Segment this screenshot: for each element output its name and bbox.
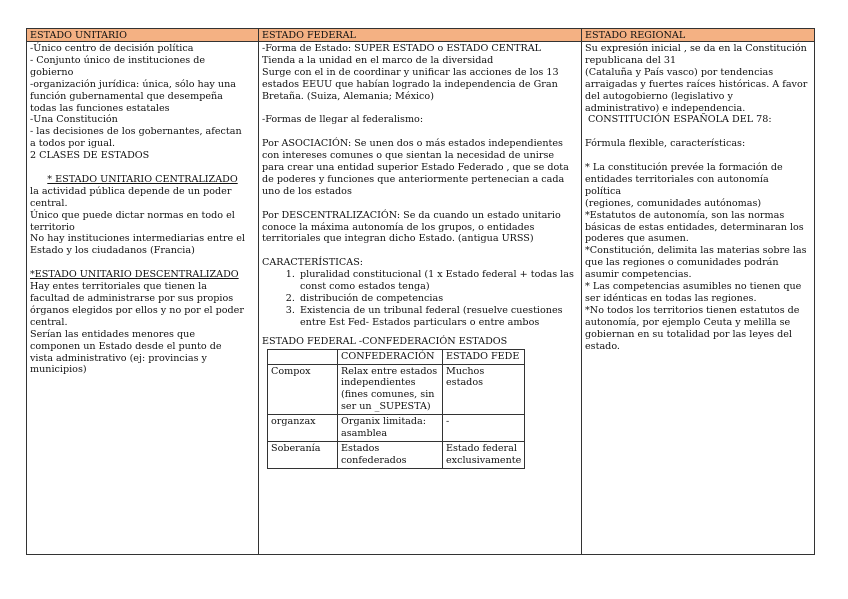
text-line: -Único centro de decisión política [30, 43, 194, 54]
list-item: 3. Existencia de un tribunal federal (resuelve cuestiones entre Est Fed- Estados particulars o entre ambos [298, 305, 578, 329]
table-cell: Estados confederados [338, 441, 443, 468]
text-line: del autogobierno (legislativo y [585, 90, 733, 102]
text-line: de poderes y funciones que anteriormente pertenecian a cada [262, 173, 565, 185]
text-line: gobierno [30, 66, 74, 78]
text-line: Único que puede dictar normas en todo el [30, 209, 235, 221]
content-row [27, 42, 815, 555]
text-line: republicana del 31 [585, 54, 677, 66]
centralizado-title: * ESTADO UNITARIO CENTRALIZADO [47, 173, 238, 185]
text-line: Por DESCENTRALIZACIÓN: Se da cuando un estado unitario [262, 209, 561, 221]
text-line: política [585, 185, 622, 197]
regional-cell [582, 42, 815, 555]
caracteristicas-list [262, 269, 578, 329]
text-line: -Una Constitución [30, 114, 118, 126]
header-regional: ESTADO REGIONAL [582, 29, 815, 42]
text-line: -organización jurídica: única, sólo hay una [30, 78, 236, 90]
table-row [268, 364, 525, 415]
text-line: - las decisiones de los gobernantes, afectan [30, 126, 242, 138]
unitario-cell [27, 42, 259, 555]
table-cell: Muchos estados [443, 364, 525, 415]
text-line: Surge con el in de coordinar y unificar las acciones de los 13 [262, 66, 559, 78]
table-cell: Organix limitada: asamblea [338, 415, 443, 442]
text-line: *No todos los territorios tienen estatutos de [585, 304, 800, 316]
table-cell: Compox [268, 364, 338, 415]
text-line: Serían las entidades menores que [30, 328, 196, 340]
text-line: entidades territoriales con autonomía [585, 173, 769, 185]
text-line: Hay entes territoriales que tienen la [30, 281, 207, 293]
text-line: a todos por igual. [30, 138, 116, 150]
text-line: facultad de administrarse por sus propios [30, 293, 234, 304]
text-line: - Conjunto único de instituciones de [30, 54, 206, 66]
text-line: central. [30, 197, 68, 209]
text-line: Su expresión inicial , se da en la Constitución [585, 43, 807, 54]
header-row [27, 29, 815, 42]
text-line: básicas de estas entidades, determinaran los [585, 221, 804, 233]
text-line: *Constitución, delimita las materias sobre las [585, 245, 807, 257]
comparison-table [26, 28, 815, 555]
text-line: estados EEUU que habían logrado la independencia de Gran [262, 78, 558, 90]
text-line: CONSTITUCIÓN ESPAÑOLA DEL 78: [585, 114, 772, 126]
formas-llegar-heading: -Formas de llegar al federalismo: [262, 114, 424, 126]
text-line: territorio [30, 221, 75, 233]
text-line: la actividad pública depende de un poder [30, 185, 232, 197]
table-row [268, 415, 525, 442]
table-cell: Relax entre estados independientes (fines comunes, sin ser un _SUPESTA) [338, 364, 443, 415]
text-line: órganos elegidos por ellos y no por el poder [30, 304, 244, 316]
text-line: conoce la máxima autonomía de los grupos, o entidades [262, 221, 535, 233]
table-cell: Estado federal exclusivamente [443, 441, 525, 468]
text-line: que las regiones o comunidades podrán [585, 257, 779, 269]
text-line: todas las funciones estatales [30, 102, 170, 114]
text-line: administrativo) e independencia. [585, 102, 746, 114]
text-line: -Forma de Estado: SUPER ESTADO o ESTADO CENTRAL [262, 43, 542, 54]
table-cell: Soberanía [268, 441, 338, 468]
text-line: con intereses comunes o que sientan la necesidad de unirse [262, 150, 555, 162]
text-line: * Las competencias asumibles no tienen que [585, 281, 802, 293]
text-line: estado. [585, 340, 620, 352]
descentralizado-title: *ESTADO UNITARIO DESCENTRALIZADO [30, 269, 239, 281]
text-line: asumir competencias. [585, 269, 692, 281]
text-line: función gubernamental que desempeña [30, 90, 223, 102]
text-line: uno de los estados [262, 185, 352, 197]
confederacion-table [267, 349, 525, 469]
text-line: (regiones, comunidades autónomas) [585, 197, 762, 209]
text-line: municipios) [30, 364, 87, 376]
text-line: territoriales que integran dicho Estado. (antigua URSS) [262, 233, 534, 245]
text-line: vista administrativo (ej: provincias y [30, 352, 207, 364]
table-cell [268, 349, 338, 364]
header-unitario: ESTADO UNITARIO [27, 29, 259, 42]
text-line: 2 CLASES DE ESTADOS [30, 150, 150, 162]
list-item: 2. distribución de competencias [298, 293, 578, 305]
list-item: 1. pluralidad constitucional (1 x Estado federal + todas las const como estados tenga) [298, 269, 578, 293]
text-line: * La constitución prevée la formación de [585, 162, 783, 174]
table-cell: - [443, 415, 525, 442]
text-line: poderes que asumen. [585, 233, 689, 245]
text-line: (Cataluña y País vasco) por tendencias [585, 66, 774, 78]
federal-cell [259, 42, 582, 555]
text-line: autonomía, por ejemplo Ceuta y melilla se [585, 316, 791, 328]
text-line: Bretaña. (Suiza, Alemania; México) [262, 90, 434, 102]
text-line: arraigadas y fuertes raíces históricas. A favor [585, 78, 808, 90]
text-line: central. [30, 316, 68, 328]
comparison-title: ESTADO FEDERAL -CONFEDERACIÓN ESTADOS [262, 335, 508, 347]
header-federal: ESTADO FEDERAL [259, 29, 582, 42]
text-line: *Estatutos de autonomía, son las normas [585, 209, 785, 221]
text-line: Tienda a la unidad en el marco de la diversidad [262, 54, 494, 66]
table-cell: CONFEDERACIÓN [338, 349, 443, 364]
text-line: Estado y los ciudadanos (Francia) [30, 245, 195, 257]
text-line: Por ASOCIACIÓN: Se unen dos o más estados independientes [262, 138, 563, 150]
caracteristicas-heading: CARACTERÍSTICAS: [262, 257, 364, 269]
text-line: gobiernan en su totalidad por las leyes del [585, 328, 792, 340]
text-line: para crear una entidad superior Estado Federado , que se dota [262, 162, 569, 174]
text-line: ser idénticas en todas las regiones. [585, 293, 757, 304]
text-line: componen un Estado desde el punto de [30, 340, 222, 352]
table-row [268, 349, 525, 364]
table-row [268, 441, 525, 468]
table-cell: organzax [268, 415, 338, 442]
table-cell: ESTADO FEDE [443, 349, 525, 364]
text-line: No hay instituciones intermediarias entre el [30, 233, 245, 245]
formula-heading: Fórmula flexible, características: [585, 138, 746, 150]
